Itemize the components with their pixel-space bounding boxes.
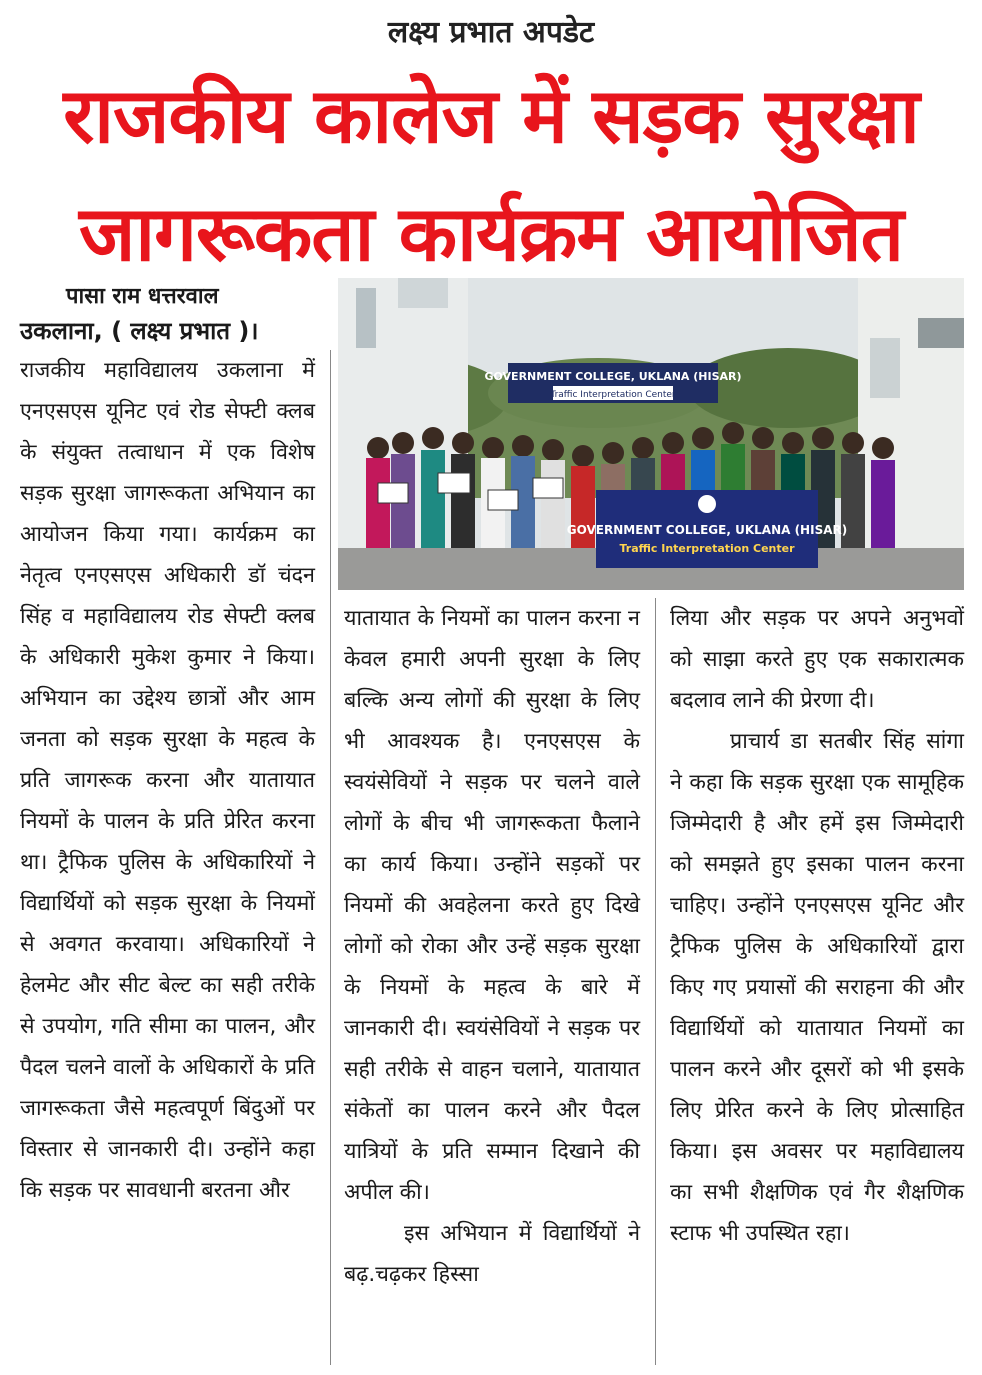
headline-line-1: राजकीय कालेज में सड़क सुरक्षा (63, 71, 919, 160)
headline-line-2: जागरूकता कार्यक्रम आयोजित (79, 189, 903, 278)
top-banner-subtitle: Traffic Interpretation Center (550, 390, 676, 400)
column-2-paragraph-1: यातायात के नियमों का पालन करना न केवल हमारी अपनी सुरक्षा के लिए बल्कि अन्य लोगों की सुरक्षा के लिए भी आवश्यक है। एनएसएस के स्वयंसेवियों ने सड़क पर चलने वाले लोगों के बीच भी जागरूकता फैलाने का कार्य किया। उन्होंने सड़कों पर नियमों की अवहेलना करते हुए दिखे लोगों को रोका और उन्हें सड़क सुरक्षा के नियमों के महत्व के बारे में जानकारी दी। स्वयंसेवियों ने सड़क पर सही तरीके से वाहन चलाने, यातायात संकेतों का पालन करने और पैदल यात्रियों के प्रति सम्मान दिखाने की अपील की। (344, 606, 640, 1205)
main-banner-title: GOVERNMENT COLLEGE, UKLANA (HISAR) (566, 523, 848, 537)
kicker: लक्ष्य प्रभात अपडेट (387, 15, 595, 50)
top-banner (484, 363, 741, 403)
column-1-text: राजकीय महाविद्यालय उकलाना में एनएसएस यूनिट एवं रोड सेफ्टी क्लब के संयुक्त तत्वाधान में एक विशेष सड़क सुरक्षा जागरूकता अभियान का आयोजन किया गया। कार्यक्रम का नेतृत्व एनएसएस अधिकारी डॉ चंदन सिंह व महाविद्यालय रोड सेफ्टी क्लब के अधिकारी मुकेश कुमार ने किया। अभियान का उद्देश्य छात्रों और आम जनता को सड़क सुरक्षा के महत्व के प्रति जागरूक करना और यातायात नियमों के पालन के प्रति प्रेरित करना था। ट्रैफिक पुलिस के अधिकारियों ने विद्यार्थियों को सड़क सुरक्षा के नियमों से अवगत करवाया। अधिकारियों ने हेलमेट और सीट बेल्ट का सही तरीके से उपयोग, गति सीमा का पालन, और पैदल चलने वालों के अधिकारों के प्रति जागरूकता जैसे महत्वपूर्ण बिंदुओं पर विस्तार से जानकारी दी। उन्होंने कहा कि सड़क पर सावधानी बरतना और (20, 358, 315, 1203)
article-column-2 (344, 598, 640, 1370)
article-column-3 (670, 598, 964, 1370)
top-banner-title: GOVERNMENT COLLEGE, UKLANA (HISAR) (484, 370, 742, 383)
dateline: उकलाना, ( लक्ष्य प्रभात )। (20, 317, 259, 345)
main-banner (567, 490, 847, 568)
column-divider-1 (330, 350, 331, 1365)
news-photo (338, 278, 964, 590)
column-3-paragraph-2: प्राचार्य डा सतबीर सिंह सांगा ने कहा कि सड़क सुरक्षा एक सामूहिक जिम्मेदारी है और हमें इस जिम्मेदारी को समझते हुए इसका पालन करना चाहिए। उन्होंने एनएसएस यूनिट और ट्रैफिक पुलिस के अधिकारियों द्वारा किए गए प्रयासों की सराहना की और विद्यार्थियों को यातायात नियमों का पालन करने और दूसरों को भी इसके लिए प्रेरित करने के लिए प्रोत्साहित किया। इस अवसर पर महाविद्यालय का सभी शैक्षणिक एवं गैर शैक्षणिक स्टाफ भी उपस्थित रहा। (670, 729, 964, 1246)
byline: पासा राम धत्तरवाल (66, 284, 219, 309)
article-column-1 (20, 350, 315, 1370)
column-divider-2 (655, 598, 656, 1365)
column-3-paragraph-1: लिया और सड़क पर अपने अनुभवों को साझा करते हुए एक सकारात्मक बदलाव लाने की प्रेरणा दी। (670, 606, 964, 713)
main-banner-subtitle: Traffic Interpretation Center (619, 542, 795, 555)
column-2-paragraph-2: इस अभियान में विद्यार्थियों ने बढ़.चढ़कर हिस्सा (344, 1221, 640, 1287)
